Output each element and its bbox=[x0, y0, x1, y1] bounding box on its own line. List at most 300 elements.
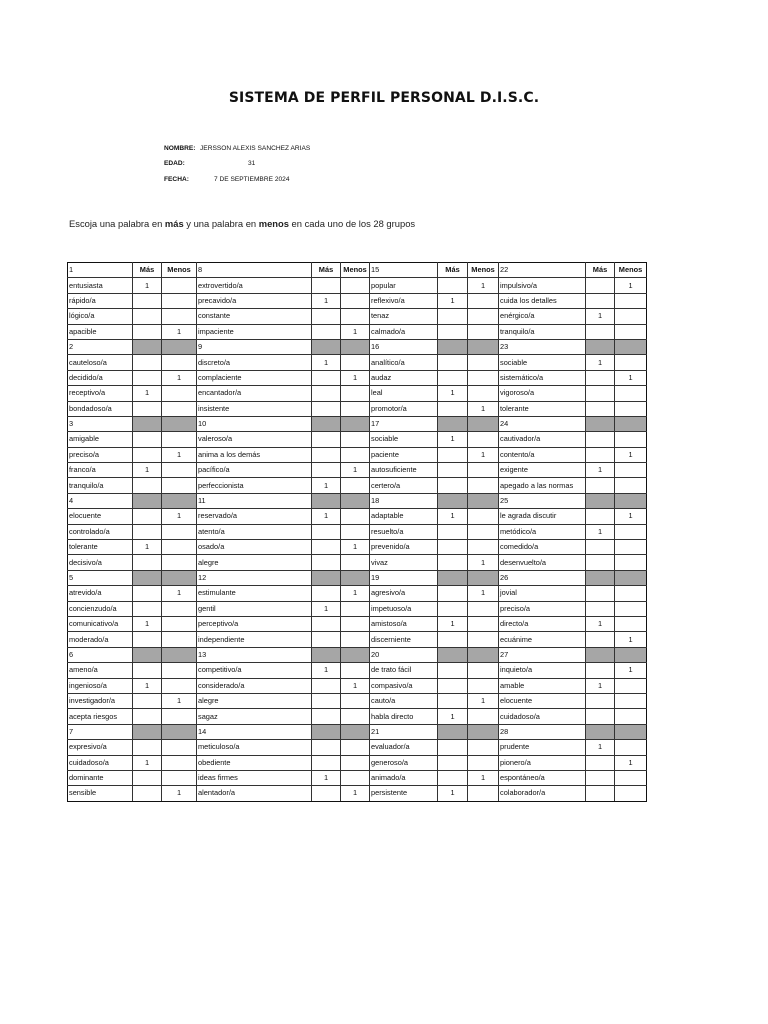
menos-cell[interactable]: 1 bbox=[615, 755, 647, 770]
mas-cell[interactable]: 1 bbox=[438, 709, 468, 724]
mas-cell[interactable] bbox=[586, 632, 615, 647]
mas-cell[interactable]: 1 bbox=[586, 355, 615, 370]
mas-cell[interactable] bbox=[438, 540, 468, 555]
word-cell: sensible bbox=[68, 786, 133, 801]
menos-cell[interactable]: 1 bbox=[162, 586, 197, 601]
menos-cell[interactable] bbox=[468, 524, 499, 539]
mas-cell[interactable] bbox=[438, 401, 468, 416]
shaded-cell bbox=[133, 416, 162, 431]
word-cell: lógico/a bbox=[68, 309, 133, 324]
menos-cell[interactable] bbox=[341, 401, 370, 416]
group-number: 22 bbox=[499, 263, 586, 278]
menos-cell[interactable]: 1 bbox=[162, 370, 197, 385]
menos-cell[interactable]: 1 bbox=[341, 324, 370, 339]
word-row bbox=[68, 370, 647, 385]
menos-cell[interactable] bbox=[615, 709, 647, 724]
shaded-cell bbox=[133, 647, 162, 662]
mas-cell[interactable] bbox=[586, 509, 615, 524]
group-header-row bbox=[68, 724, 647, 739]
mas-cell[interactable]: 1 bbox=[133, 540, 162, 555]
menos-cell[interactable] bbox=[341, 293, 370, 308]
mas-cell[interactable]: 1 bbox=[133, 755, 162, 770]
mas-cell[interactable] bbox=[312, 786, 341, 801]
mas-cell[interactable] bbox=[312, 386, 341, 401]
menos-cell[interactable] bbox=[341, 386, 370, 401]
menos-cell[interactable] bbox=[615, 478, 647, 493]
menos-cell[interactable]: 1 bbox=[468, 401, 499, 416]
word-cell: vivaz bbox=[370, 555, 438, 570]
menos-cell[interactable] bbox=[162, 355, 197, 370]
mas-cell[interactable]: 1 bbox=[438, 616, 468, 631]
mas-cell[interactable] bbox=[312, 616, 341, 631]
menos-cell[interactable] bbox=[162, 678, 197, 693]
word-row bbox=[68, 632, 647, 647]
shaded-cell bbox=[162, 570, 197, 585]
group-number: 8 bbox=[197, 263, 312, 278]
mas-cell[interactable]: 1 bbox=[133, 616, 162, 631]
mas-cell[interactable]: 1 bbox=[312, 663, 341, 678]
menos-cell[interactable] bbox=[615, 678, 647, 693]
word-cell: autosuficiente bbox=[370, 463, 438, 478]
mas-cell[interactable]: 1 bbox=[438, 386, 468, 401]
menos-cell[interactable]: 1 bbox=[341, 678, 370, 693]
menos-cell[interactable] bbox=[341, 432, 370, 447]
mas-cell[interactable] bbox=[312, 693, 341, 708]
menos-cell[interactable] bbox=[615, 432, 647, 447]
menos-cell[interactable] bbox=[468, 386, 499, 401]
header-menos: Menos bbox=[162, 263, 197, 278]
mas-cell[interactable] bbox=[438, 678, 468, 693]
mas-cell[interactable] bbox=[438, 663, 468, 678]
menos-cell[interactable] bbox=[162, 309, 197, 324]
disc-word-table bbox=[67, 262, 647, 802]
menos-cell[interactable] bbox=[341, 278, 370, 293]
menos-cell[interactable] bbox=[162, 478, 197, 493]
field-age-value: 31 bbox=[248, 160, 256, 167]
menos-cell[interactable] bbox=[615, 586, 647, 601]
mas-cell[interactable] bbox=[133, 524, 162, 539]
mas-cell[interactable] bbox=[133, 509, 162, 524]
word-row bbox=[68, 678, 647, 693]
word-cell: impulsivo/a bbox=[499, 278, 586, 293]
mas-cell[interactable] bbox=[133, 432, 162, 447]
group-number: 19 bbox=[370, 570, 438, 585]
menos-cell[interactable] bbox=[341, 355, 370, 370]
shaded-cell bbox=[312, 416, 341, 431]
menos-cell[interactable]: 1 bbox=[468, 278, 499, 293]
mas-cell[interactable] bbox=[133, 740, 162, 755]
mas-cell[interactable]: 1 bbox=[438, 293, 468, 308]
mas-cell[interactable] bbox=[438, 478, 468, 493]
menos-cell[interactable] bbox=[341, 309, 370, 324]
word-cell: independiente bbox=[197, 632, 312, 647]
shaded-cell bbox=[468, 724, 499, 739]
menos-cell[interactable] bbox=[615, 524, 647, 539]
menos-cell[interactable] bbox=[615, 386, 647, 401]
mas-cell[interactable] bbox=[586, 693, 615, 708]
mas-cell[interactable] bbox=[438, 278, 468, 293]
word-row bbox=[68, 586, 647, 601]
mas-cell[interactable]: 1 bbox=[586, 678, 615, 693]
header-menos: Menos bbox=[341, 263, 370, 278]
menos-cell[interactable] bbox=[162, 755, 197, 770]
menos-cell[interactable] bbox=[615, 786, 647, 801]
mas-cell[interactable] bbox=[133, 709, 162, 724]
menos-cell[interactable] bbox=[162, 616, 197, 631]
menos-cell[interactable] bbox=[162, 770, 197, 785]
mas-cell[interactable]: 1 bbox=[586, 740, 615, 755]
mas-cell[interactable] bbox=[438, 755, 468, 770]
mas-cell[interactable]: 1 bbox=[438, 509, 468, 524]
mas-cell[interactable]: 1 bbox=[133, 278, 162, 293]
menos-cell[interactable] bbox=[468, 601, 499, 616]
mas-cell[interactable] bbox=[586, 447, 615, 462]
word-cell: estimulante bbox=[197, 586, 312, 601]
menos-cell[interactable]: 1 bbox=[468, 586, 499, 601]
mas-cell[interactable] bbox=[133, 632, 162, 647]
menos-cell[interactable] bbox=[162, 632, 197, 647]
word-cell: resuelto/a bbox=[370, 524, 438, 539]
mas-cell[interactable] bbox=[312, 678, 341, 693]
mas-cell[interactable] bbox=[586, 786, 615, 801]
word-cell: concienzudo/a bbox=[68, 601, 133, 616]
mas-cell[interactable] bbox=[133, 447, 162, 462]
menos-cell[interactable] bbox=[162, 386, 197, 401]
menos-cell[interactable] bbox=[162, 401, 197, 416]
mas-cell[interactable] bbox=[312, 370, 341, 385]
mas-cell[interactable] bbox=[133, 324, 162, 339]
mas-cell[interactable] bbox=[586, 709, 615, 724]
menos-cell[interactable] bbox=[468, 678, 499, 693]
menos-cell[interactable] bbox=[341, 524, 370, 539]
group-number: 23 bbox=[499, 339, 586, 354]
word-row bbox=[68, 601, 647, 616]
menos-cell[interactable] bbox=[468, 616, 499, 631]
menos-cell[interactable]: 1 bbox=[468, 770, 499, 785]
mas-cell[interactable] bbox=[438, 601, 468, 616]
group-number: 12 bbox=[197, 570, 312, 585]
mas-cell[interactable] bbox=[586, 401, 615, 416]
group-number: 10 bbox=[197, 416, 312, 431]
mas-cell[interactable] bbox=[586, 324, 615, 339]
mas-cell[interactable]: 1 bbox=[133, 678, 162, 693]
shaded-cell bbox=[468, 416, 499, 431]
menos-cell[interactable] bbox=[341, 709, 370, 724]
word-cell: extrovertido/a bbox=[197, 278, 312, 293]
shaded-cell bbox=[438, 416, 468, 431]
header-menos: Menos bbox=[615, 263, 647, 278]
mas-cell[interactable]: 1 bbox=[312, 355, 341, 370]
menos-cell[interactable] bbox=[162, 601, 197, 616]
word-cell: atrevido/a bbox=[68, 586, 133, 601]
menos-cell[interactable] bbox=[615, 693, 647, 708]
menos-cell[interactable]: 1 bbox=[341, 586, 370, 601]
mas-cell[interactable] bbox=[586, 586, 615, 601]
menos-cell[interactable] bbox=[615, 601, 647, 616]
menos-cell[interactable]: 1 bbox=[468, 447, 499, 462]
menos-cell[interactable] bbox=[341, 693, 370, 708]
menos-cell[interactable] bbox=[468, 740, 499, 755]
mas-cell[interactable] bbox=[133, 693, 162, 708]
mas-cell[interactable] bbox=[133, 401, 162, 416]
group-header-row bbox=[68, 647, 647, 662]
menos-cell[interactable] bbox=[468, 324, 499, 339]
word-cell: tolerante bbox=[499, 401, 586, 416]
mas-cell[interactable] bbox=[312, 555, 341, 570]
word-cell: popular bbox=[370, 278, 438, 293]
word-cell: inquieto/a bbox=[499, 663, 586, 678]
menos-cell[interactable] bbox=[468, 463, 499, 478]
group-number: 3 bbox=[68, 416, 133, 431]
mas-cell[interactable] bbox=[586, 293, 615, 308]
instruction-text: Escoja una palabra en más y una palabra en menos en cada uno de los 28 grupos bbox=[69, 218, 416, 229]
word-cell: contento/a bbox=[499, 447, 586, 462]
mas-cell[interactable]: 1 bbox=[586, 463, 615, 478]
menos-cell[interactable]: 1 bbox=[615, 632, 647, 647]
shaded-cell bbox=[615, 339, 647, 354]
menos-cell[interactable] bbox=[468, 478, 499, 493]
mas-cell[interactable] bbox=[133, 355, 162, 370]
menos-cell[interactable] bbox=[615, 401, 647, 416]
mas-cell[interactable] bbox=[438, 309, 468, 324]
word-row bbox=[68, 540, 647, 555]
menos-cell[interactable]: 1 bbox=[468, 693, 499, 708]
menos-cell[interactable] bbox=[341, 478, 370, 493]
mas-cell[interactable] bbox=[312, 740, 341, 755]
mas-cell[interactable]: 1 bbox=[438, 786, 468, 801]
menos-cell[interactable] bbox=[341, 740, 370, 755]
mas-cell[interactable] bbox=[133, 586, 162, 601]
mas-cell[interactable] bbox=[312, 709, 341, 724]
word-cell: osado/a bbox=[197, 540, 312, 555]
mas-cell[interactable] bbox=[438, 524, 468, 539]
mas-cell[interactable] bbox=[438, 355, 468, 370]
word-cell: amigable bbox=[68, 432, 133, 447]
word-cell: alegre bbox=[197, 555, 312, 570]
mas-cell[interactable] bbox=[438, 555, 468, 570]
menos-cell[interactable]: 1 bbox=[162, 693, 197, 708]
menos-cell[interactable] bbox=[162, 432, 197, 447]
menos-cell[interactable] bbox=[468, 786, 499, 801]
mas-cell[interactable] bbox=[438, 632, 468, 647]
shaded-cell bbox=[438, 647, 468, 662]
mas-cell[interactable] bbox=[133, 478, 162, 493]
mas-cell[interactable] bbox=[586, 278, 615, 293]
word-cell: audaz bbox=[370, 370, 438, 385]
menos-cell[interactable] bbox=[468, 370, 499, 385]
mas-cell[interactable] bbox=[312, 632, 341, 647]
word-cell: preciso/a bbox=[68, 447, 133, 462]
mas-cell[interactable]: 1 bbox=[312, 509, 341, 524]
word-row bbox=[68, 755, 647, 770]
menos-cell[interactable] bbox=[468, 355, 499, 370]
mas-cell[interactable] bbox=[133, 370, 162, 385]
menos-cell[interactable] bbox=[341, 770, 370, 785]
mas-cell[interactable]: 1 bbox=[586, 524, 615, 539]
word-row bbox=[68, 401, 647, 416]
mas-cell[interactable] bbox=[438, 463, 468, 478]
menos-cell[interactable]: 1 bbox=[615, 509, 647, 524]
mas-cell[interactable] bbox=[586, 370, 615, 385]
menos-cell[interactable] bbox=[468, 540, 499, 555]
menos-cell[interactable]: 1 bbox=[162, 509, 197, 524]
mas-cell[interactable]: 1 bbox=[586, 309, 615, 324]
mas-cell[interactable] bbox=[312, 447, 341, 462]
menos-cell[interactable] bbox=[162, 524, 197, 539]
mas-cell[interactable] bbox=[133, 786, 162, 801]
menos-cell[interactable]: 1 bbox=[615, 663, 647, 678]
group-number: 2 bbox=[68, 339, 133, 354]
mas-cell[interactable] bbox=[438, 693, 468, 708]
shaded-cell bbox=[162, 493, 197, 508]
menos-cell[interactable]: 1 bbox=[162, 786, 197, 801]
menos-cell[interactable] bbox=[341, 663, 370, 678]
mas-cell[interactable] bbox=[586, 432, 615, 447]
menos-cell[interactable]: 1 bbox=[468, 555, 499, 570]
header-mas: Más bbox=[586, 263, 615, 278]
mas-cell[interactable] bbox=[438, 586, 468, 601]
mas-cell[interactable] bbox=[312, 309, 341, 324]
mas-cell[interactable] bbox=[586, 478, 615, 493]
mas-cell[interactable] bbox=[312, 324, 341, 339]
menos-cell[interactable] bbox=[468, 632, 499, 647]
mas-cell[interactable] bbox=[133, 309, 162, 324]
mas-cell[interactable] bbox=[586, 555, 615, 570]
mas-cell[interactable] bbox=[438, 740, 468, 755]
menos-cell[interactable] bbox=[615, 309, 647, 324]
menos-cell[interactable]: 1 bbox=[162, 447, 197, 462]
mas-cell[interactable] bbox=[586, 755, 615, 770]
word-cell: discreto/a bbox=[197, 355, 312, 370]
menos-cell[interactable] bbox=[615, 355, 647, 370]
menos-cell[interactable] bbox=[468, 755, 499, 770]
mas-cell[interactable]: 1 bbox=[312, 293, 341, 308]
menos-cell[interactable] bbox=[341, 632, 370, 647]
mas-cell[interactable]: 1 bbox=[312, 770, 341, 785]
mas-cell[interactable] bbox=[312, 463, 341, 478]
menos-cell[interactable] bbox=[162, 663, 197, 678]
mas-cell[interactable] bbox=[133, 555, 162, 570]
mas-cell[interactable] bbox=[133, 663, 162, 678]
mas-cell[interactable] bbox=[586, 770, 615, 785]
menos-cell[interactable]: 1 bbox=[341, 540, 370, 555]
word-cell: sistemático/a bbox=[499, 370, 586, 385]
mas-cell[interactable]: 1 bbox=[586, 616, 615, 631]
mas-cell[interactable] bbox=[586, 601, 615, 616]
word-cell: cautivador/a bbox=[499, 432, 586, 447]
word-cell: adaptable bbox=[370, 509, 438, 524]
group-number: 14 bbox=[197, 724, 312, 739]
mas-cell[interactable] bbox=[438, 324, 468, 339]
menos-cell[interactable] bbox=[162, 709, 197, 724]
menos-cell[interactable] bbox=[341, 616, 370, 631]
mas-cell[interactable] bbox=[312, 755, 341, 770]
shaded-cell bbox=[341, 339, 370, 354]
menos-cell[interactable] bbox=[615, 770, 647, 785]
menos-cell[interactable] bbox=[468, 432, 499, 447]
mas-cell[interactable] bbox=[586, 386, 615, 401]
mas-cell[interactable] bbox=[133, 770, 162, 785]
menos-cell[interactable] bbox=[468, 663, 499, 678]
menos-cell[interactable] bbox=[341, 755, 370, 770]
mas-cell[interactable] bbox=[312, 524, 341, 539]
menos-cell[interactable] bbox=[468, 309, 499, 324]
group-number: 15 bbox=[370, 263, 438, 278]
menos-cell[interactable] bbox=[162, 555, 197, 570]
menos-cell[interactable]: 1 bbox=[341, 463, 370, 478]
mas-cell[interactable] bbox=[133, 601, 162, 616]
mas-cell[interactable] bbox=[133, 293, 162, 308]
word-cell: certero/a bbox=[370, 478, 438, 493]
mas-cell[interactable] bbox=[438, 447, 468, 462]
mas-cell[interactable] bbox=[312, 432, 341, 447]
menos-cell[interactable]: 1 bbox=[341, 370, 370, 385]
word-cell: entusiasta bbox=[68, 278, 133, 293]
group-header-row bbox=[68, 493, 647, 508]
menos-cell[interactable] bbox=[341, 447, 370, 462]
menos-cell[interactable] bbox=[615, 555, 647, 570]
menos-cell[interactable]: 1 bbox=[341, 786, 370, 801]
mas-cell[interactable] bbox=[312, 586, 341, 601]
menos-cell[interactable] bbox=[615, 293, 647, 308]
menos-cell[interactable] bbox=[162, 278, 197, 293]
mas-cell[interactable]: 1 bbox=[438, 432, 468, 447]
mas-cell[interactable] bbox=[438, 770, 468, 785]
menos-cell[interactable] bbox=[162, 293, 197, 308]
menos-cell[interactable] bbox=[468, 509, 499, 524]
menos-cell[interactable] bbox=[615, 324, 647, 339]
menos-cell[interactable] bbox=[615, 616, 647, 631]
menos-cell[interactable]: 1 bbox=[615, 447, 647, 462]
menos-cell[interactable] bbox=[468, 293, 499, 308]
word-cell: apacible bbox=[68, 324, 133, 339]
menos-cell[interactable] bbox=[341, 509, 370, 524]
menos-cell[interactable]: 1 bbox=[615, 370, 647, 385]
word-cell: paciente bbox=[370, 447, 438, 462]
menos-cell[interactable] bbox=[341, 555, 370, 570]
mas-cell[interactable]: 1 bbox=[133, 386, 162, 401]
mas-cell[interactable] bbox=[586, 663, 615, 678]
menos-cell[interactable] bbox=[615, 463, 647, 478]
mas-cell[interactable] bbox=[312, 401, 341, 416]
shaded-cell bbox=[341, 570, 370, 585]
mas-cell[interactable]: 1 bbox=[312, 601, 341, 616]
menos-cell[interactable] bbox=[615, 540, 647, 555]
group-number: 24 bbox=[499, 416, 586, 431]
menos-cell[interactable] bbox=[162, 740, 197, 755]
group-number: 4 bbox=[68, 493, 133, 508]
menos-cell[interactable] bbox=[162, 463, 197, 478]
mas-cell[interactable]: 1 bbox=[133, 463, 162, 478]
word-cell: acepta riesgos bbox=[68, 709, 133, 724]
menos-cell[interactable] bbox=[341, 601, 370, 616]
shaded-cell bbox=[586, 570, 615, 585]
menos-cell[interactable]: 1 bbox=[162, 324, 197, 339]
mas-cell[interactable] bbox=[312, 278, 341, 293]
mas-cell[interactable]: 1 bbox=[312, 478, 341, 493]
word-row bbox=[68, 693, 647, 708]
group-number: 25 bbox=[499, 493, 586, 508]
word-cell: cuida los detalles bbox=[499, 293, 586, 308]
word-cell: espontáneo/a bbox=[499, 770, 586, 785]
menos-cell[interactable] bbox=[615, 740, 647, 755]
mas-cell[interactable] bbox=[438, 370, 468, 385]
menos-cell[interactable]: 1 bbox=[615, 278, 647, 293]
mas-cell[interactable] bbox=[312, 540, 341, 555]
mas-cell[interactable] bbox=[586, 540, 615, 555]
menos-cell[interactable] bbox=[162, 540, 197, 555]
menos-cell[interactable] bbox=[468, 709, 499, 724]
